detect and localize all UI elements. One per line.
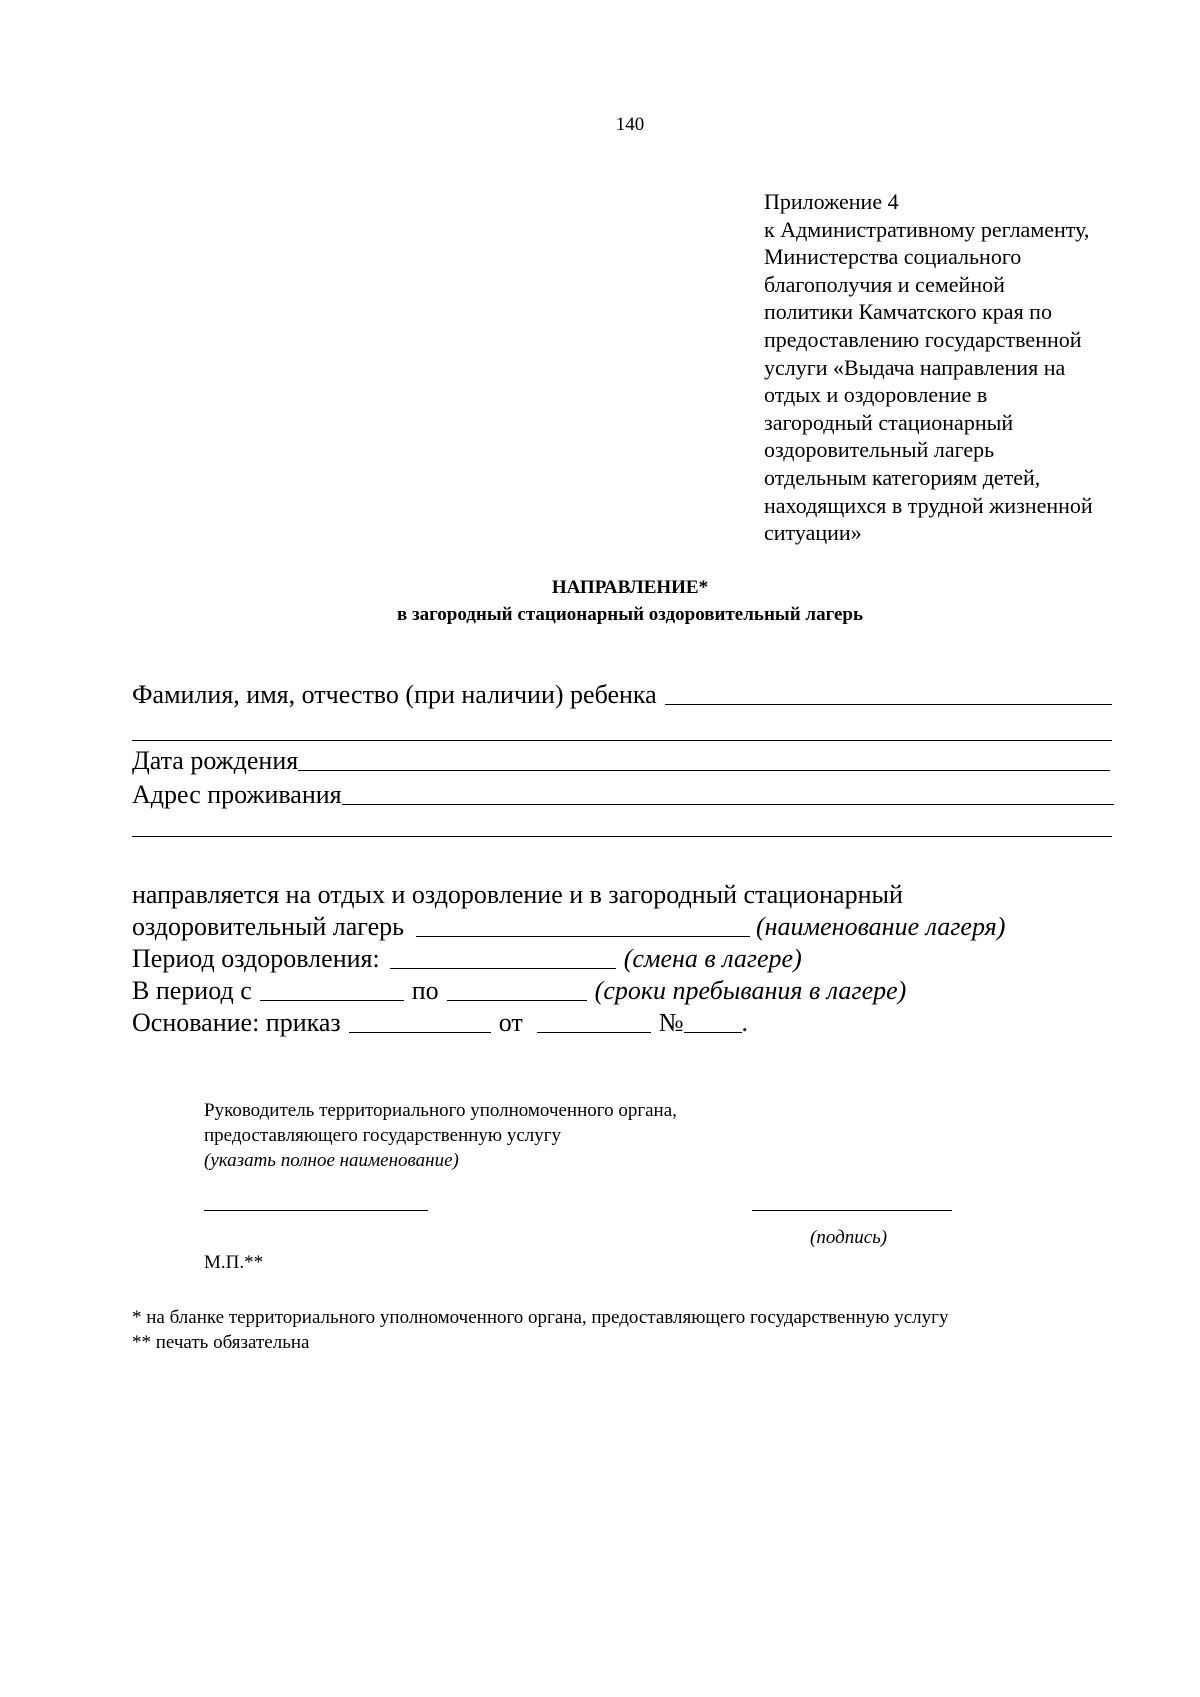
date-to-blank[interactable] <box>447 999 587 1001</box>
appendix-line: находящихся в трудной жизненной <box>764 492 1093 518</box>
from-label: В период с <box>132 976 252 1005</box>
footnotes <box>132 1305 948 1355</box>
fio-label: Фамилия, имя, отчество (при наличии) ребенка <box>132 680 657 709</box>
camp-row <box>132 912 1005 942</box>
period-hint: (смена в лагере) <box>623 944 802 973</box>
signature-line[interactable] <box>752 1210 952 1211</box>
appendix-line: услуги «Выдача направления на <box>764 354 1066 380</box>
birth-blank[interactable] <box>298 769 1110 771</box>
order-date-blank[interactable] <box>537 1031 651 1033</box>
name-signature-line[interactable] <box>204 1210 428 1211</box>
fio-row <box>132 680 1112 710</box>
appendix-line: отдельным категориям детей, <box>764 464 1041 490</box>
appendix-line: Приложение 4 <box>764 189 899 214</box>
appendix-line: загородный стационарный <box>764 409 1014 435</box>
fio-continuation-line[interactable] <box>132 740 1112 741</box>
birth-row <box>132 746 1110 776</box>
address-label: Адрес проживания <box>132 780 342 809</box>
camp-name-blank[interactable] <box>416 935 750 937</box>
period-row <box>132 944 802 974</box>
footnote-1: * на бланке территориального уполномоченного органа, предоставляющего государственную услугу <box>132 1307 949 1328</box>
basis-from-label: от <box>498 1008 523 1037</box>
signer-line2: предоставляющего государственную услугу <box>204 1125 562 1146</box>
title-sub: в загородный стационарный оздоровительный лагерь <box>396 604 864 625</box>
title-main: НАПРАВЛЕНИЕ* <box>551 577 709 598</box>
address-blank[interactable] <box>342 803 1114 805</box>
dates-hint: (сроки пребывания в лагере) <box>594 976 907 1005</box>
appendix-line: к Административному регламенту, <box>764 216 1090 242</box>
basis-end: . <box>741 1008 749 1037</box>
to-label: по <box>411 976 439 1005</box>
camp-hint: (наименование лагеря) <box>755 912 1006 941</box>
appendix-line: политики Камчатского края по <box>764 299 1052 325</box>
directed-text: направляется на отдых и оздоровление и в загородный стационарный <box>132 880 903 909</box>
period-label: Период оздоровления: <box>132 944 380 973</box>
appendix-line: ситуации» <box>764 520 862 546</box>
footnote-2: ** печать обязательна <box>132 1332 310 1353</box>
appendix-block <box>764 188 1164 547</box>
basis-label: Основание: приказ <box>132 1008 341 1037</box>
appendix-line: благополучия и семейной <box>764 271 1005 297</box>
signature-caption: (подпись) <box>810 1227 888 1248</box>
signature-block <box>204 1098 1004 1173</box>
birth-label: Дата рождения <box>132 746 299 775</box>
document-title <box>0 574 1200 628</box>
camp-label: оздоровительный лагерь <box>132 912 404 941</box>
appendix-line: предоставлению государственной <box>764 326 1082 352</box>
period-blank[interactable] <box>390 967 616 969</box>
signer-hint: (указать полное наименование) <box>204 1150 459 1171</box>
order-blank[interactable] <box>349 1031 491 1033</box>
appendix-line: отдых и оздоровление в <box>764 382 988 408</box>
date-from-blank[interactable] <box>260 999 404 1001</box>
directed-row <box>132 880 903 910</box>
signer-line1: Руководитель территориального уполномоченного органа, <box>204 1100 677 1121</box>
basis-row <box>132 1008 748 1038</box>
fio-blank[interactable] <box>665 703 1112 705</box>
page-number: 140 <box>615 114 645 135</box>
dates-row <box>132 976 906 1006</box>
appendix-line: Министерства социального <box>764 244 1022 270</box>
appendix-line: оздоровительный лагерь <box>764 437 995 463</box>
address-row <box>132 780 1114 810</box>
order-number-blank[interactable] <box>684 1031 742 1033</box>
address-continuation-line[interactable] <box>132 836 1112 837</box>
stamp-label: М.П.** <box>204 1252 264 1273</box>
basis-number-label: № <box>658 1008 684 1037</box>
